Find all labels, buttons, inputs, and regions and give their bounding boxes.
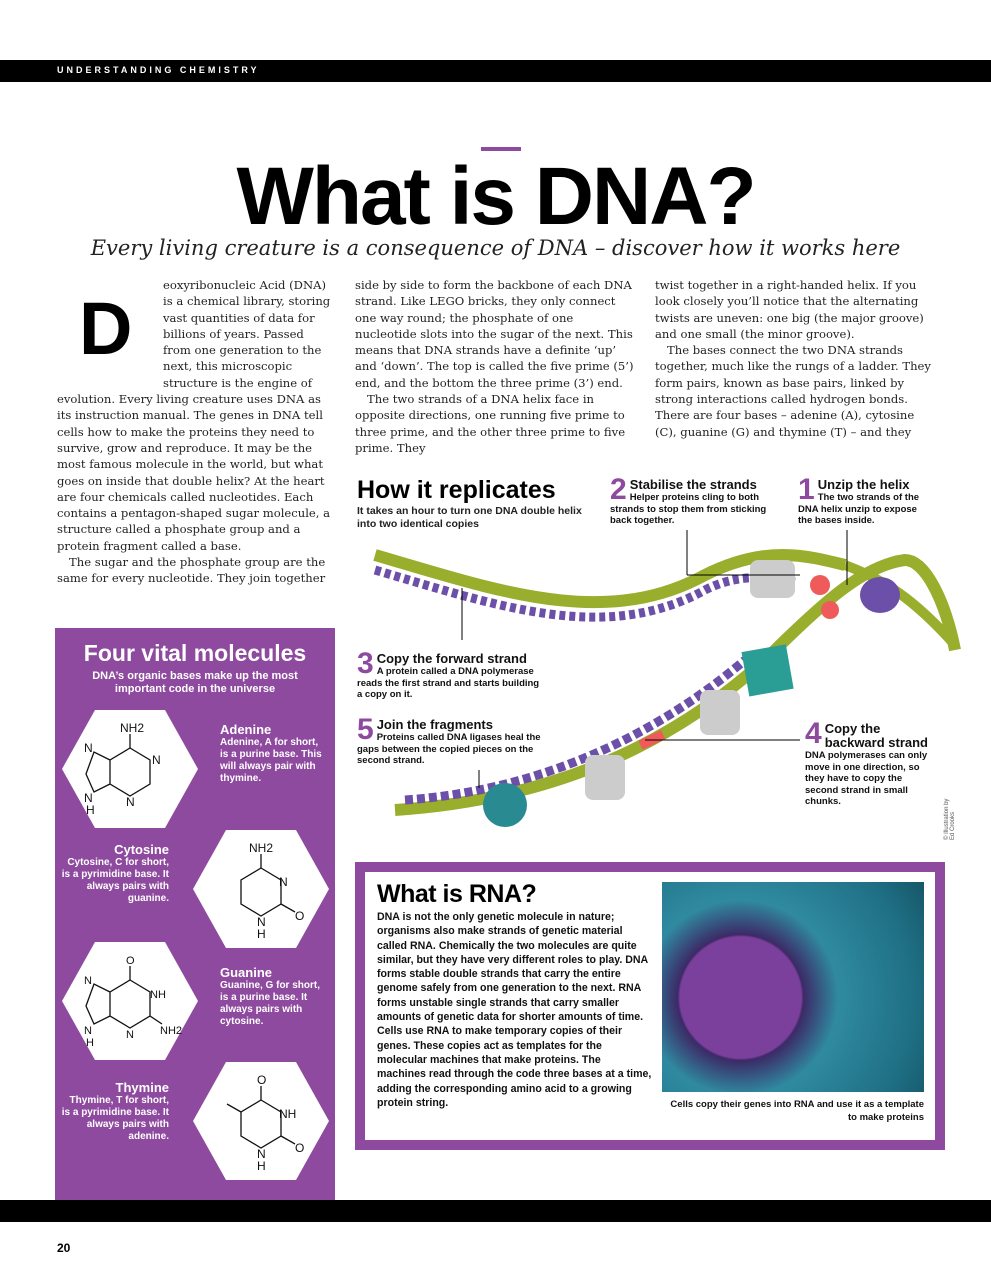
molecule-name: Thymine — [115, 1080, 169, 1095]
atom-label: O — [295, 1141, 305, 1155]
rna-caption: Cells copy their genes into RNA and use it as a template to make proteins — [670, 1099, 924, 1123]
atom-label: N — [84, 975, 92, 987]
molecule-description: Guanine, G for short, is a purine base. It always pairs with cytosine. — [220, 980, 321, 1027]
step-number: 5 — [357, 713, 374, 746]
rna-box — [355, 862, 945, 1150]
molecule-label-thymine — [61, 1080, 169, 1143]
step-title: Stabilise the strands — [629, 477, 757, 492]
atom-label: NH — [150, 989, 166, 1001]
atom-label: N — [257, 915, 266, 929]
atom-label: O — [126, 955, 135, 967]
page-number: 20 — [57, 1241, 71, 1255]
step-3 — [357, 647, 547, 701]
drop-cap: D — [79, 287, 133, 370]
body-column-2 — [355, 277, 637, 456]
molecule-description: Adenine, A for short, is a purine base. This will always pair with thymine. — [220, 737, 322, 784]
molecule-label-guanine — [220, 965, 328, 1028]
guanine-structure — [60, 940, 200, 1062]
body-column-1 — [57, 277, 335, 587]
atom-label: N — [152, 753, 161, 767]
molecules-panel — [55, 628, 335, 1200]
atom-label: NH2 — [120, 721, 145, 735]
atom-label: N — [126, 1029, 134, 1041]
helper-protein — [700, 690, 740, 735]
body-paragraph: The two strands of a DNA helix face in opposite directions, one running five prime to three prime, and the other three prime to five prime. They — [355, 392, 626, 455]
molecule-name: Cytosine — [114, 842, 169, 857]
helper-protein — [750, 560, 795, 598]
rna-text: DNA is not the only genetic molecule in nature; organisms also make strands of genetic material called RNA. Chemically the two molecules are quite similar, but they have very different roles to play. DNA forms stable double strands that carry the entire genome safely from one generation to the next. RNA forms unstable single strands that carry smaller amounts of genetic data for shorter amounts of time. Cells use RNA to make temporary copies of their genes. These copies act as templates for the molecular machines that make proteins. The machines read through the code three bases at a time, adding the corresponding amino acid to a growing protein string. — [377, 911, 652, 1109]
replication-heading — [357, 476, 587, 531]
section-label: UNDERSTANDING CHEMISTRY — [57, 65, 260, 75]
replication-subtitle: It takes an hour to turn one DNA double helix into two identical copies — [357, 505, 582, 530]
body-paragraph: twist together in a right-handed helix. If you look closely you’ll notice that the alternating twists are uneven: one big (the major groove) and one small (the minor groove). — [655, 278, 924, 341]
body-paragraph: eoxyribonucleic Acid (DNA) is a chemical library, storing vast quantities of data for billions of years. Passed from one generation to the next, this microscopic structure is the engine of evolution. Every living creature uses DNA as its instruction manual. The genes in DNA tell cells how to make the proteins they need to survive, grow and reproduce. It may be the most famous molecule in the world, but what goes on inside that double helix? At the heart are four chemicals called nucleotides. Each contains a pentagon-shaped sugar molecule, a structure called a phosphate group and a protein fragment called a base. — [57, 278, 331, 553]
atom-label: H — [86, 803, 95, 817]
helper-protein — [585, 755, 625, 800]
illustration-credit: © Illustration by Ed Crooks — [944, 798, 956, 840]
page-title: What is DNA? — [236, 151, 755, 242]
step-title: Copy the forward strand — [376, 651, 527, 666]
step-text: Proteins called DNA ligases heal the gaps between the copied pieces on the second strand. — [357, 732, 541, 766]
molecule-description: Cytosine, C for short, is a pyrimidine base. It always pairs with guanine. — [61, 857, 169, 904]
body-paragraph: side by side to form the backbone of each DNA strand. Like LEGO bricks, they only connect one way round; the phosphate of one nucleotide slots into the sugar of the next. This means that DNA strands have a definite ‘up’ and ‘down’. The top is called the five prime (5’) end, and the bottom the three prime (3’) end. — [355, 278, 634, 390]
body-column-3 — [655, 277, 937, 440]
molecule-name: Guanine — [220, 965, 273, 980]
footer-bar — [0, 1200, 991, 1222]
ligase-protein — [483, 783, 527, 827]
atom-label: N — [84, 1025, 92, 1037]
atom-label: N — [84, 741, 93, 755]
step-number: 3 — [357, 647, 374, 680]
step-5 — [357, 713, 542, 767]
step-number: 1 — [798, 473, 815, 506]
step-4 — [805, 717, 930, 808]
cytosine-structure — [191, 828, 331, 950]
atom-label: N — [84, 791, 93, 805]
atom-label: O — [257, 1073, 267, 1087]
step-1 — [798, 473, 933, 527]
helicase-protein — [810, 575, 830, 595]
molecule-description: Thymine, T for short, is a pyrimidine base. It always pairs with adenine. — [61, 1095, 169, 1142]
molecule-label-adenine — [220, 722, 328, 785]
page-subtitle: Every living creature is a consequence of DNA – discover how it works here — [90, 236, 901, 260]
atom-label: NH — [279, 1107, 297, 1121]
molecule-label-cytosine — [61, 842, 169, 905]
section-header-bar — [0, 60, 991, 82]
atom-label: N — [257, 1147, 266, 1161]
atom-label: NH2 — [249, 841, 274, 855]
step-title: Copy the backward strand — [824, 721, 929, 750]
helicase-protein — [821, 601, 839, 619]
step-text: DNA polymerases can only move in one direction, so they have to copy the second strand in small chunks. — [805, 750, 928, 807]
replication-title: How it replicates — [357, 476, 556, 504]
step-title: Join the fragments — [376, 717, 493, 732]
thymine-structure — [191, 1060, 331, 1182]
step-2 — [610, 473, 775, 527]
atom-label: H — [257, 1159, 266, 1173]
step-text: Helper proteins cling to both strands to stop them from sticking back together. — [610, 492, 767, 526]
rna-illustration — [662, 882, 924, 1092]
molecule-name: Adenine — [220, 722, 272, 737]
panel-title: Four vital molecules — [83, 640, 307, 666]
step-text: A protein called a DNA polymerase reads the first strand and starts building a copy on it. — [357, 666, 540, 700]
helicase-protein — [860, 577, 900, 613]
step-number: 4 — [805, 717, 822, 750]
atom-label: N — [126, 795, 135, 809]
body-paragraph: The sugar and the phosphate group are the same for every nucleotide. They join together — [57, 555, 326, 586]
atom-label: H — [257, 927, 266, 941]
adenine-structure — [60, 708, 200, 830]
body-paragraph: The bases connect the two DNA strands together, much like the rungs of a ladder. They form pairs, known as base pairs, linked by strong interactions called hydrogen bonds. There are four bases – adenine (A), cytosine (C), guanine (G) and thymine (T) – and they — [655, 343, 931, 439]
panel-subtitle: DNA’s organic bases make up the most important code in the universe — [92, 670, 298, 695]
atom-label: H — [86, 1037, 94, 1049]
polymerase-protein — [742, 644, 794, 696]
step-number: 2 — [610, 473, 627, 506]
rna-title: What is RNA? — [377, 880, 537, 908]
atom-label: NH2 — [160, 1025, 183, 1037]
atom-label: O — [295, 909, 305, 923]
step-text: The two strands of the DNA helix unzip to expose the bases inside. — [798, 492, 920, 526]
step-title: Unzip the helix — [817, 477, 910, 492]
atom-label: N — [279, 875, 288, 889]
